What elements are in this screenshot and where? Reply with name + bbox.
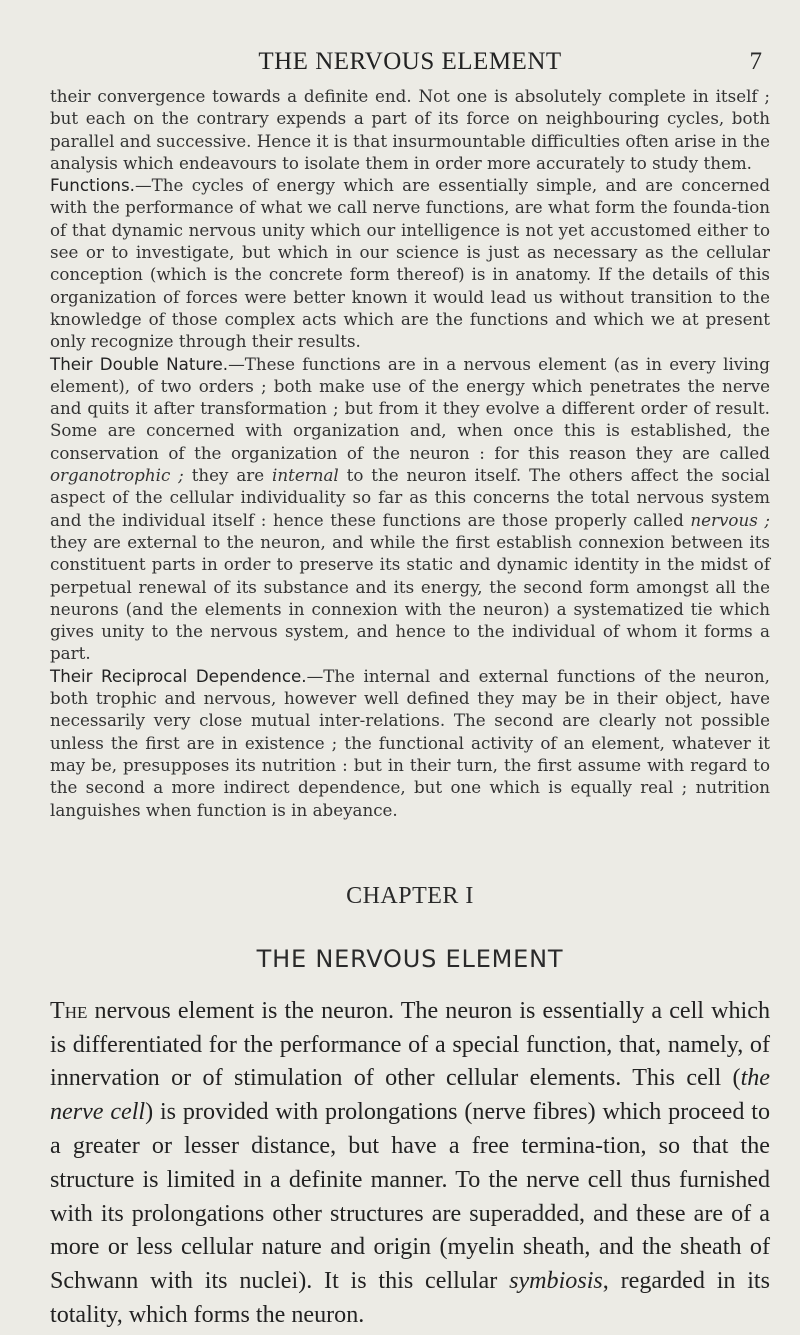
chapter-body (50, 995, 770, 1333)
paragraph-text: , regarded in its totality, which forms the neuron. (50, 1268, 770, 1328)
section-heading-double-nature: Their Double Nature. (50, 353, 229, 374)
running-head (50, 0, 770, 75)
paragraph-reciprocal (50, 665, 770, 821)
paragraph-text: their convergence towards a definite end. Not one is absolutely complete in itself ; but each on the contrary expends a part of its force on neighbouring cycles, both parallel and successive. Hence it is that insurmountable difficulties often arise in the analysis which endeavours to isolate them in order more accurately to study them. (50, 86, 770, 173)
emphasis-nervous: nervous ; (690, 509, 770, 530)
paragraph-text: they are (183, 465, 273, 486)
chapter-label: CHAPTER I (346, 882, 474, 909)
emphasis-internal: internal (272, 465, 339, 486)
section-heading-reciprocal: Their Reciprocal Dependence. (50, 665, 307, 686)
lead-words: The (50, 997, 88, 1024)
paragraph-neuron (50, 995, 770, 1333)
paragraph-text: ) is provided with prolongations (nerve fibres) which proceed to a greater or lesser distance, but have a free termina-tion, so that the structure is limited in a definite manner. To the nerve cell thus furnished with its prolongations other structures are superadded, and these are of a more or less cellular nature and origin (myelin sheath, and the sheath of Schwann with its nuclei). It is this cellular (50, 1099, 770, 1295)
emphasis-organotrophic: organotrophic ; (50, 465, 184, 486)
paragraph-convergence (50, 85, 770, 174)
paragraph-text: —These functions are in a nervous element (as in every living element), of two orders ; both make use of the energy which penetrates the nerve and quits it after transformation ; but from it they evolve a different order of result. Some are concerned with organization and, when once this is established, the conservation of the organization of the neuron : for this reason they are called (50, 353, 770, 463)
section-heading-functions: Functions. (50, 175, 135, 196)
paragraph-text: to the neuron itself. The others affect the social aspect of the cellular individuality so far as this concerns the total nervous system and the individual itself : hence these functions are those properly called (50, 465, 770, 530)
emphasis-symbiosis: symbiosis (509, 1268, 603, 1295)
page-number: 7 (749, 48, 762, 75)
paragraph-double-nature (50, 353, 770, 665)
paragraph-text: —The internal and external functions of the neuron, both trophic and nervous, however well defined they may be in their object, have necessarily very close mutual inter-relations. The second are clearly not possible unless the first are in existence ; the functional activity of an element, whatever it may be, presupposes its nutrition : but in their turn, the first assume with regard to the second a more indirect dependence, but one which is equally real ; nutrition languishes when function is in abeyance. (50, 665, 770, 820)
paragraph-text: nervous element is the neuron. The neuron is essentially a cell which is differentiated for the performance of a special function, that, namely, of innervation or of stimulation of other cellular elements. This cell ( (50, 997, 770, 1092)
running-title: THE NERVOUS ELEMENT (258, 48, 562, 75)
preface-section (50, 85, 770, 821)
paragraph-functions (50, 174, 770, 352)
chapter-title: THE NERVOUS ELEMENT (256, 944, 564, 973)
paragraph-text: they are external to the neuron, and while the first establish connexion between its constituent parts in order to preserve its static and dynamic identity in the midst of perpetual renewal of its substance and its energy, the second form amongst all the neurons (and the elements in connexion with the neuron) a systematized tie which gives unity to the nervous system, and hence to the individual of whom it forms a part. (50, 531, 770, 664)
paragraph-text: —The cycles of energy which are essentially simple, and are concerned with the performance of what we call nerve functions, are what form the founda-tion of that dynamic nervous unity which our intelligence is not yet accustomed either to see or to investigate, but which in our science is just as necessary as the cellular conception (which is the concrete form thereof) is in anatomy. If the details of this organization of forces were better known it would lead us without transition to the knowledge of those complex acts which are the functions and which we at present only recognize through their results. (50, 175, 770, 352)
emphasis-nerve-cell: the nerve cell (50, 1065, 770, 1126)
